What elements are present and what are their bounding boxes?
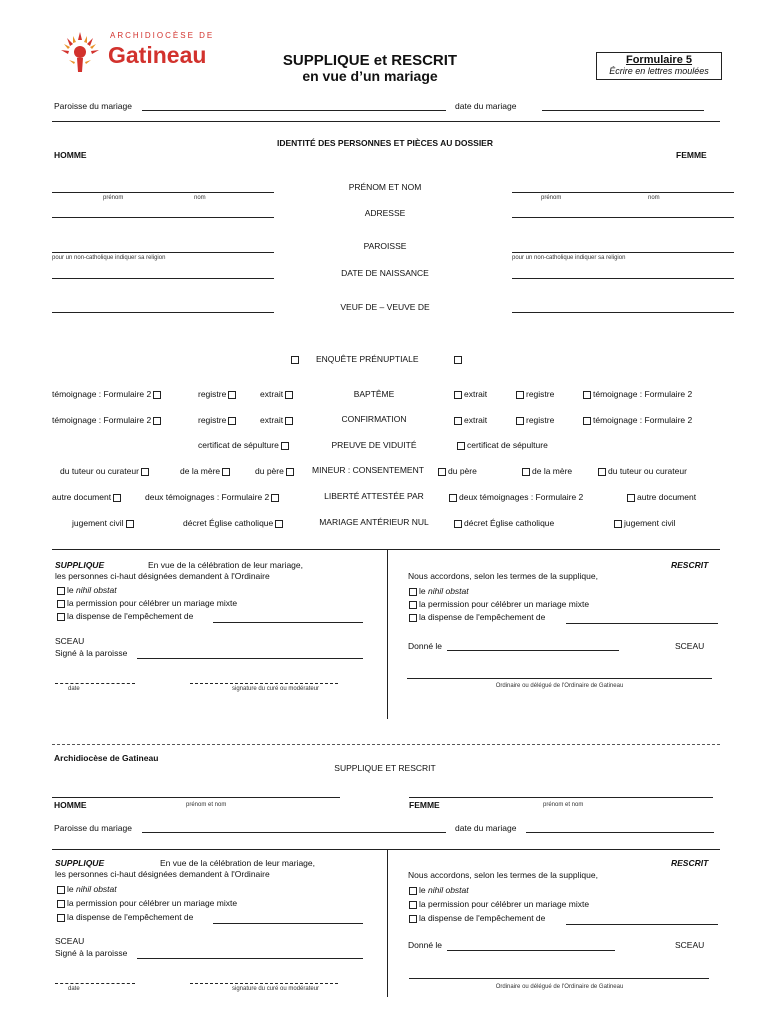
supplique-date-field[interactable] <box>55 683 135 684</box>
stub-supplique-date-caption: date <box>68 986 80 992</box>
rescrit-nihil[interactable] <box>407 586 469 596</box>
stub-supplique-mixte[interactable] <box>55 898 237 908</box>
stub-supplique-dispense[interactable] <box>55 912 193 922</box>
woman-jugement-checkbox[interactable] <box>614 520 622 528</box>
woman-tuteur-checkbox[interactable] <box>598 468 606 476</box>
man-confirmation-registre[interactable] <box>198 415 238 425</box>
stub-date-field[interactable] <box>526 832 714 833</box>
rescrit-nihil-label: nihil obstat <box>427 586 469 596</box>
woman-parish-field[interactable] <box>512 252 734 253</box>
rescrit-title: RESCRIT <box>671 560 709 570</box>
woman-confirmation-temoignage-label: témoignage : Formulaire 2 <box>593 415 693 425</box>
supplique-title: SUPPLIQUE <box>55 560 105 570</box>
stub-parish-label: Paroisse du mariage <box>54 823 132 833</box>
paroisse-label: PAROISSE <box>363 241 407 251</box>
stub-rescrit-ordinaire-field[interactable] <box>409 978 709 979</box>
woman-mere-checkbox[interactable] <box>522 468 530 476</box>
stub-rescrit-sceau: SCEAU <box>675 940 705 950</box>
stub-supplique-signe: Signé à la paroisse <box>55 948 128 958</box>
diocese-logo-icon <box>55 26 105 76</box>
man-decret-label: décret Église catholique <box>183 518 274 528</box>
woman-confirmation-registre-checkbox[interactable] <box>516 417 524 425</box>
wedding-date-field[interactable] <box>542 110 704 111</box>
rescrit-dispense[interactable] <box>407 612 545 622</box>
parish-label: Paroisse du mariage <box>54 101 132 111</box>
man-bapteme-extrait-checkbox[interactable] <box>285 391 293 399</box>
man-bapteme-temoignage-label: témoignage : Formulaire 2 <box>52 389 152 399</box>
enquete-row <box>289 354 301 364</box>
woman-confirmation-registre[interactable] <box>514 415 554 425</box>
woman-confirmation-extrait[interactable] <box>452 415 487 425</box>
woman-confirmation-temoignage[interactable] <box>581 415 692 425</box>
stub-rescrit-nihil-checkbox[interactable] <box>409 887 417 895</box>
woman-pere-checkbox[interactable] <box>438 468 446 476</box>
man-bapteme-registre-label: registre <box>198 389 227 399</box>
stub-supplique-dispense-label: la dispense de l'empêchement de <box>67 912 194 922</box>
man-pere-checkbox[interactable] <box>286 468 294 476</box>
woman-bapteme-registre-label: registre <box>526 389 555 399</box>
man-certificat-label: certificat de sépulture <box>198 440 279 450</box>
identity-section-title: IDENTITÉ DES PERSONNES ET PIÈCES AU DOSSIER <box>276 138 493 148</box>
man-birth-field[interactable] <box>52 278 274 279</box>
woman-autre-doc-label: autre document <box>637 492 697 502</box>
woman-deux-temoignages-label: deux témoignages : Formulaire 2 <box>459 492 584 502</box>
supplique-mixte-checkbox[interactable] <box>57 600 65 608</box>
man-confirmation-extrait-label: extrait <box>260 415 284 425</box>
supplique-line1: En vue de la célébration de leur mariage, <box>148 560 303 570</box>
man-religion-caption: pour un non-catholique indiquer sa religion <box>52 255 166 261</box>
woman-decret-checkbox[interactable] <box>454 520 462 528</box>
supplique-nihil[interactable] <box>55 585 117 595</box>
logo-main-text: Gatineau <box>108 42 207 68</box>
stub-org: Archidiocèse de Gatineau <box>54 753 159 763</box>
woman-enquete <box>452 354 464 364</box>
woman-certificat-label: certificat de sépulture <box>467 440 548 450</box>
stub-rescrit-nihil-pre: le <box>419 885 428 895</box>
woman-bapteme-extrait-label: extrait <box>464 389 488 399</box>
man-jugement[interactable] <box>72 518 136 528</box>
man-confirmation-temoignage[interactable] <box>52 415 163 425</box>
man-tuteur[interactable] <box>60 466 151 476</box>
man-confirmation-temoignage-checkbox[interactable] <box>153 417 161 425</box>
supplique-dispense-checkbox[interactable] <box>57 613 65 621</box>
man-widow-field[interactable] <box>52 312 274 313</box>
rescrit-dispense-label: la dispense de l'empêchement de <box>419 612 546 622</box>
wedding-date-label: date du mariage <box>455 101 517 111</box>
confirmation-label: CONFIRMATION <box>341 414 407 424</box>
man-mere[interactable] <box>180 466 232 476</box>
rescrit-donne: Donné le <box>408 641 443 651</box>
logo-top-text: ARCHIDIOCÈSE DE <box>110 31 215 40</box>
man-certificat-checkbox[interactable] <box>281 442 289 450</box>
man-mere-label: de la mère <box>180 466 221 476</box>
form-number: Formulaire 5 <box>625 54 693 66</box>
stub-supplique-date-field[interactable] <box>55 983 135 984</box>
stub-rescrit-donne: Donné le <box>408 940 443 950</box>
man-bapteme-temoignage[interactable] <box>52 389 163 399</box>
stub-rescrit-mixte[interactable] <box>407 899 589 909</box>
woman-enquete-checkbox[interactable] <box>454 356 462 364</box>
woman-pere[interactable] <box>436 466 477 476</box>
woman-bapteme-temoignage-checkbox[interactable] <box>583 391 591 399</box>
supplique-sceau: SCEAU <box>55 636 85 646</box>
stub-rescrit-donne-field[interactable] <box>447 950 615 951</box>
rescrit-mixte-label: la permission pour célébrer un mariage mixte <box>419 599 590 609</box>
stub-rescrit-line1: Nous accordons, selon les termes de la supplique, <box>408 870 598 880</box>
man-bapteme-extrait[interactable] <box>260 389 295 399</box>
rescrit-dispense-field[interactable] <box>566 623 718 624</box>
stub-title: SUPPLIQUE ET RESCRIT <box>334 763 436 773</box>
rescrit-nihil-pre: le <box>419 586 428 596</box>
woman-decret[interactable] <box>452 518 554 528</box>
supplique-line2: les personnes ci-haut désignées demandent à l'Ordinaire <box>55 571 270 581</box>
woman-deux-temoignages[interactable] <box>447 492 583 502</box>
woman-name-field[interactable] <box>512 192 734 193</box>
stub-supplique-top-border <box>52 849 720 850</box>
stub-rescrit-dispense-checkbox[interactable] <box>409 915 417 923</box>
man-autre-doc[interactable] <box>52 492 123 502</box>
man-bapteme-extrait-label: extrait <box>260 389 284 399</box>
woman-prenom-caption: prénom <box>541 195 562 201</box>
woman-confirmation-extrait-checkbox[interactable] <box>454 417 462 425</box>
woman-pere-label: du père <box>448 466 477 476</box>
veuf-label: VEUF DE – VEUVE DE <box>340 302 430 312</box>
man-deux-temoignages-label: deux témoignages : Formulaire 2 <box>145 492 270 502</box>
stub-supplique-dispense-field[interactable] <box>213 923 363 924</box>
woman-bapteme-extrait-checkbox[interactable] <box>454 391 462 399</box>
man-tuteur-checkbox[interactable] <box>141 468 149 476</box>
stub-supplique-dispense-checkbox[interactable] <box>57 914 65 922</box>
bapteme-label: BAPTÊME <box>353 389 395 399</box>
stub-supplique-divider <box>387 849 388 997</box>
woman-deux-temoignages-checkbox[interactable] <box>449 494 457 502</box>
stub-supplique-nihil-label: nihil obstat <box>75 884 117 894</box>
stub-supplique-title: SUPPLIQUE <box>55 858 105 868</box>
supplique-date-caption: date <box>68 686 80 692</box>
parish-field[interactable] <box>142 110 446 111</box>
woman-bapteme-extrait[interactable] <box>452 389 487 399</box>
man-pere[interactable] <box>255 466 296 476</box>
stub-rescrit-dispense-field[interactable] <box>566 924 718 925</box>
liberte-label: LIBERTÉ ATTESTÉE PAR <box>324 491 424 501</box>
rescrit-mixte-checkbox[interactable] <box>409 601 417 609</box>
supplique-signe: Signé à la paroisse <box>55 648 128 658</box>
woman-certificat[interactable] <box>455 440 548 450</box>
stub-supplique-mixte-checkbox[interactable] <box>57 900 65 908</box>
stub-woman-caption: prénom et nom <box>543 802 584 808</box>
man-tuteur-label: du tuteur ou curateur <box>60 466 139 476</box>
stub-woman-label: FEMME <box>409 800 440 810</box>
rescrit-ordinaire-caption: Ordinaire ou délégué de l'Ordinaire de Gatineau <box>495 683 624 689</box>
enquete-label: ENQUÊTE PRÉNUPTIALE <box>316 354 419 364</box>
man-decret[interactable] <box>183 518 285 528</box>
woman-mere[interactable] <box>520 466 572 476</box>
man-prenom-field[interactable] <box>52 192 80 193</box>
supplique-divider <box>387 549 388 719</box>
woman-decret-label: décret Église catholique <box>464 518 555 528</box>
woman-widow-field[interactable] <box>512 312 734 313</box>
man-enquete-checkbox[interactable] <box>291 356 299 364</box>
supplique-dispense-label: la dispense de l'empêchement de <box>67 611 194 621</box>
supplique-paroisse-field[interactable] <box>137 658 363 659</box>
supplique-signature-field[interactable] <box>190 683 338 684</box>
man-mere-checkbox[interactable] <box>222 468 230 476</box>
cut-line <box>52 744 720 745</box>
woman-address-field[interactable] <box>512 217 734 218</box>
woman-confirmation-extrait-label: extrait <box>464 415 488 425</box>
woman-confirmation-registre-label: registre <box>526 415 555 425</box>
man-deux-temoignages-checkbox[interactable] <box>271 494 279 502</box>
stub-rescrit-dispense[interactable] <box>407 913 545 923</box>
man-certificat[interactable] <box>198 440 291 450</box>
rescrit-donne-field[interactable] <box>447 650 619 651</box>
stub-rescrit-dispense-label: la dispense de l'empêchement de <box>419 913 546 923</box>
rescrit-ordinaire-field[interactable] <box>407 678 712 679</box>
stub-man-caption: prénom et nom <box>186 802 227 808</box>
stub-woman-field[interactable] <box>409 797 713 798</box>
prenom-nom-label: PRÉNOM ET NOM <box>348 182 422 192</box>
supplique-mixte[interactable] <box>55 598 237 608</box>
stub-date-label: date du mariage <box>455 823 517 833</box>
man-parish-field[interactable] <box>52 252 274 253</box>
stub-supplique-signature-field[interactable] <box>190 983 338 984</box>
stub-rescrit-nihil-label: nihil obstat <box>427 885 469 895</box>
man-prenom-caption: prénom <box>103 195 124 201</box>
supplique-signature-caption: signature du curé ou modérateur <box>232 686 320 692</box>
stub-supplique-line1: En vue de la célébration de leur mariage, <box>160 858 315 868</box>
page-subtitle: en vue d’un mariage <box>302 68 438 84</box>
rescrit-dispense-checkbox[interactable] <box>409 614 417 622</box>
adresse-label: ADRESSE <box>364 208 406 218</box>
supplique-dispense[interactable] <box>55 611 193 621</box>
man-decret-checkbox[interactable] <box>275 520 283 528</box>
rescrit-mixte[interactable] <box>407 599 589 609</box>
woman-bapteme-temoignage-label: témoignage : Formulaire 2 <box>593 389 693 399</box>
woman-jugement-label: jugement civil <box>624 518 676 528</box>
supplique-nihil-checkbox[interactable] <box>57 587 65 595</box>
rescrit-sceau: SCEAU <box>675 641 705 651</box>
man-autre-doc-label: autre document <box>52 492 112 502</box>
supplique-mixte-label: la permission pour célébrer un mariage mixte <box>67 598 238 608</box>
mineur-label: MINEUR : CONSENTEMENT <box>312 465 424 475</box>
woman-religion-caption: pour un non-catholique indiquer sa religion <box>512 255 626 261</box>
supplique-top-border <box>52 549 720 550</box>
man-confirmation-extrait-checkbox[interactable] <box>285 417 293 425</box>
woman-confirmation-temoignage-checkbox[interactable] <box>583 417 591 425</box>
stub-man-field[interactable] <box>52 797 340 798</box>
stub-supplique-line2: les personnes ci-haut désignées demandent à l'Ordinaire <box>55 869 270 879</box>
woman-autre-doc[interactable] <box>625 492 696 502</box>
stub-rescrit-title: RESCRIT <box>671 858 709 868</box>
man-autre-doc-checkbox[interactable] <box>113 494 121 502</box>
man-nom-field[interactable] <box>80 192 274 193</box>
stub-supplique-signature-caption: signature du curé ou modérateur <box>232 986 320 992</box>
man-label: HOMME <box>54 150 87 160</box>
man-address-field[interactable] <box>52 217 274 218</box>
man-bapteme-temoignage-checkbox[interactable] <box>153 391 161 399</box>
naissance-label: DATE DE NAISSANCE <box>341 268 429 278</box>
woman-bapteme-temoignage[interactable] <box>581 389 692 399</box>
form-number-box <box>596 52 722 80</box>
stub-supplique-nihil-checkbox[interactable] <box>57 886 65 894</box>
stub-rescrit-mixte-label: la permission pour célébrer un mariage mixte <box>419 899 590 909</box>
man-confirmation-temoignage-label: témoignage : Formulaire 2 <box>52 415 152 425</box>
woman-bapteme-registre-checkbox[interactable] <box>516 391 524 399</box>
woman-bapteme-registre[interactable] <box>514 389 554 399</box>
woman-label: FEMME <box>676 150 707 160</box>
man-bapteme-registre[interactable] <box>198 389 238 399</box>
woman-certificat-checkbox[interactable] <box>457 442 465 450</box>
header-divider <box>52 121 720 122</box>
rescrit-line1: Nous accordons, selon les termes de la supplique, <box>408 571 598 581</box>
woman-tuteur[interactable] <box>596 466 687 476</box>
stub-man-label: HOMME <box>54 800 87 810</box>
stub-supplique-sceau: SCEAU <box>55 936 85 946</box>
mariage-ant-label: MARIAGE ANTÉRIEUR NUL <box>319 517 429 527</box>
woman-tuteur-label: du tuteur ou curateur <box>608 466 687 476</box>
stub-supplique-mixte-label: la permission pour célébrer un mariage mixte <box>67 898 238 908</box>
woman-autre-doc-checkbox[interactable] <box>627 494 635 502</box>
stub-supplique-paroisse-field[interactable] <box>137 958 363 959</box>
man-pere-label: du père <box>255 466 284 476</box>
page-title: SUPPLIQUE et RESCRIT <box>282 52 458 69</box>
supplique-nihil-label: nihil obstat <box>75 585 117 595</box>
man-bapteme-registre-checkbox[interactable] <box>228 391 236 399</box>
woman-jugement[interactable] <box>612 518 676 528</box>
man-confirmation-registre-checkbox[interactable] <box>228 417 236 425</box>
supplique-dispense-field[interactable] <box>213 622 363 623</box>
man-deux-temoignages[interactable] <box>145 492 281 502</box>
woman-nom-caption: nom <box>648 195 660 201</box>
man-jugement-checkbox[interactable] <box>126 520 134 528</box>
supplique-nihil-pre: le <box>67 585 76 595</box>
woman-birth-field[interactable] <box>512 278 734 279</box>
stub-supplique-nihil-pre: le <box>67 884 76 894</box>
man-confirmation-extrait[interactable] <box>260 415 295 425</box>
man-confirmation-registre-label: registre <box>198 415 227 425</box>
rescrit-nihil-checkbox[interactable] <box>409 588 417 596</box>
stub-rescrit-ordinaire-caption: Ordinaire ou délégué de l'Ordinaire de Gatineau <box>495 984 624 990</box>
woman-mere-label: de la mère <box>532 466 573 476</box>
form-note: Écrire en lettres moulées <box>609 66 709 76</box>
stub-parish-field[interactable] <box>142 832 446 833</box>
man-jugement-label: jugement civil <box>72 518 124 528</box>
stub-rescrit-mixte-checkbox[interactable] <box>409 901 417 909</box>
preuve-label: PREUVE DE VIDUITÉ <box>331 440 417 450</box>
stub-rescrit-nihil[interactable] <box>407 885 469 895</box>
stub-supplique-nihil[interactable] <box>55 884 117 894</box>
man-nom-caption: nom <box>194 195 206 201</box>
